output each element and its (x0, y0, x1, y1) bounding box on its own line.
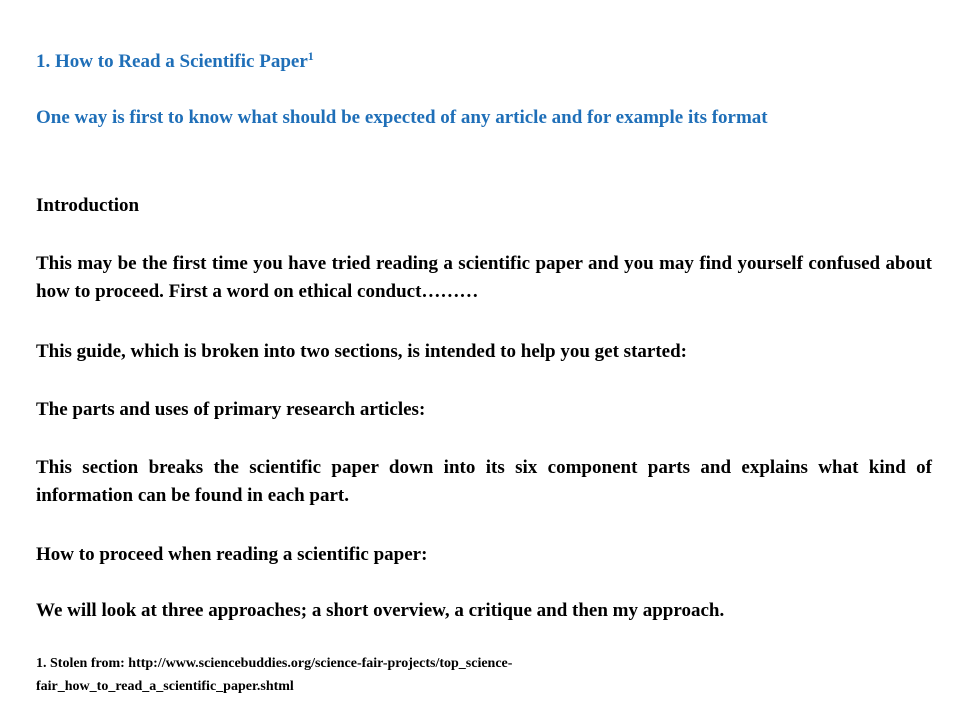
intro-heading: Introduction (36, 195, 140, 216)
footnote (36, 652, 932, 698)
footnote-line-1: 1. Stolen from: http://www.sciencebuddies.org/science-fair-projects/top_science- (36, 656, 513, 671)
proceed-heading: How to proceed when reading a scientific paper: (36, 544, 428, 565)
guide-paragraph: This guide, which is broken into two sections, is intended to help you get started: (36, 341, 687, 362)
footnote-marker: 1 (307, 49, 314, 63)
intro-paragraph: This may be the first time you have tried reading a scientific paper and you may find yourself confused about how to proceed. First a word on ethical conduct……… (36, 253, 932, 302)
footnote-line-2: fair_how_to_read_a_scientific_paper.shtml (36, 679, 294, 694)
slide-title-text: 1. How to Read a Scientific Paper (36, 51, 308, 72)
approaches-paragraph: We will look at three approaches; a short overview, a critique and then my approach. (36, 600, 725, 621)
slide-title (36, 50, 932, 74)
parts-paragraph: This section breaks the scientific paper down into its six component parts and explains what kind of information can be found in each part. (36, 457, 932, 506)
parts-heading: The parts and uses of primary research articles: (36, 399, 426, 420)
slide-subtitle: One way is first to know what should be expected of any article and for example its format (36, 107, 768, 128)
